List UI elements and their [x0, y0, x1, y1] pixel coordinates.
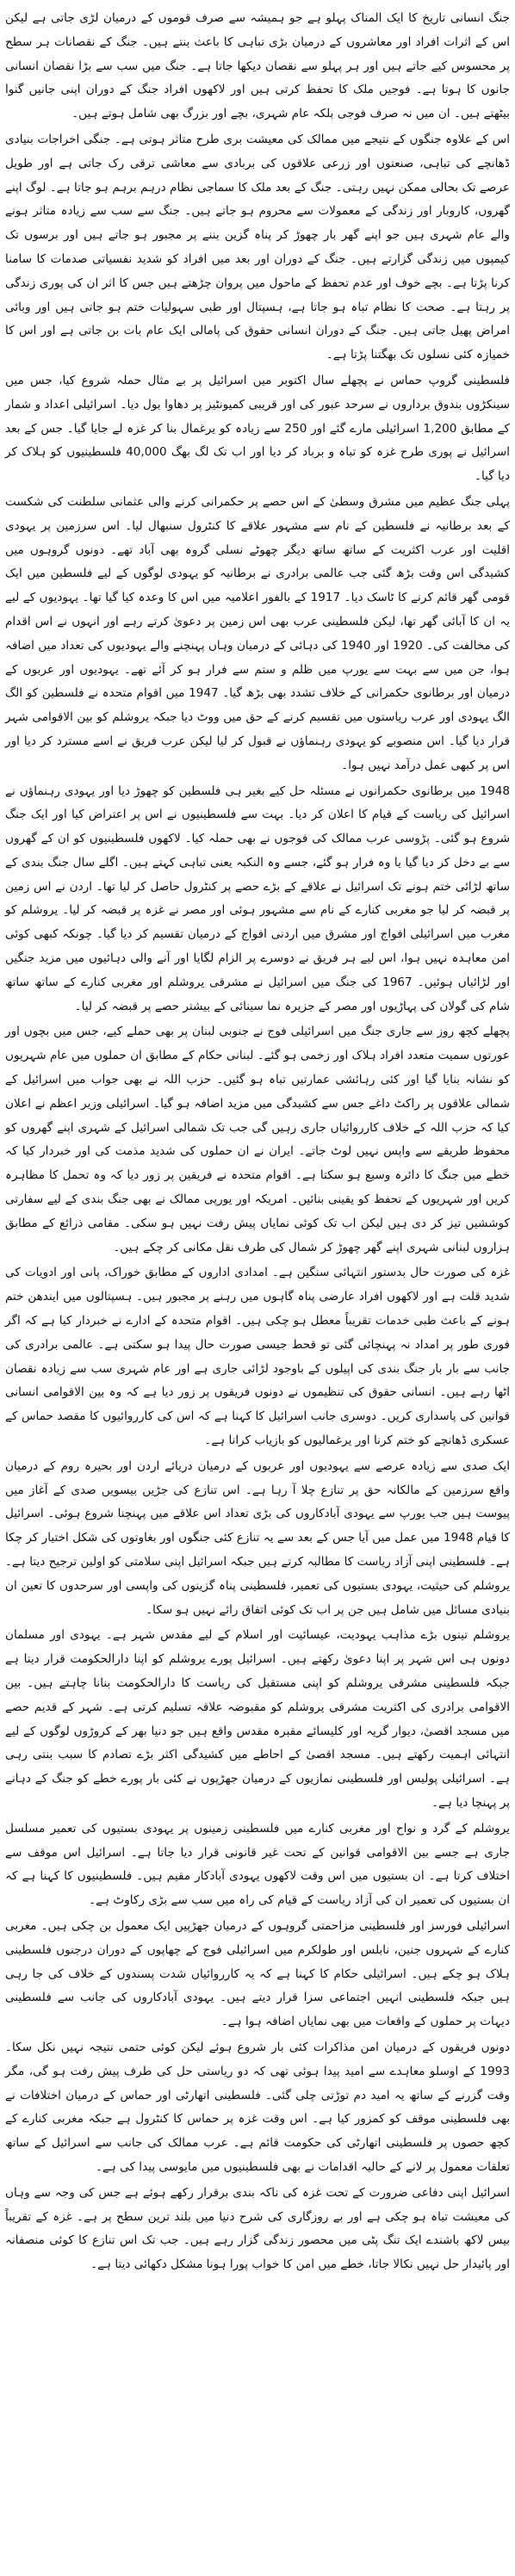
article-paragraph-2: اس کے علاوہ جنگوں کے نتیجے میں ممالک کی معیشت بری طرح متاثر ہوتی ہے۔ جنگی اخراجات بنیادی ڈھانچے کی تباہی، صنعتوں اور زرعی علاقوں کی بربادی سے معاشی ترقی رک جاتی ہے اور طویل عرصے تک بحالی ممکن نہیں رہتی۔ جنگ کے بعد ملک کا سماجی نظام درہم برہم ہو جاتا ہے۔ لوگ اپنے گھروں، کاروبار اور زندگی کے معمولات سے محروم ہو جاتے ہیں۔ جنگ سے سب سے زیادہ متاثر ہونے والے عام شہری ہیں جو اپنے گھر بار چھوڑ کر پناہ گزین بننے پر مجبور ہو جاتے ہیں اور برسوں تک کیمپوں میں زندگی گزارتے ہیں۔ جنگ کے دوران اور بعد میں افراد کو شدید نفسیاتی صدمات کا سامنا کرنا پڑتا ہے۔ بچے خوف اور عدم تحفظ کے ماحول میں پروان چڑھتے ہیں جس کا اثر ان کی پوری زندگی پر رہتا ہے۔ صحت کا نظام تباہ ہو جاتا ہے، ہسپتال اور طبی سہولیات ختم ہو جاتی ہیں اور وبائی امراض پھیل جاتی ہیں۔ جنگ کے دوران انسانی حقوق کی پامالی ایک عام بات بن جاتی ہے اور اس کا خمیازہ کئی نسلوں تک بھگتنا پڑتا ہے۔ — [5, 132, 510, 362]
article-paragraph-13: اسرائیل اپنی دفاعی ضرورت کے تحت غزہ کی ناکہ بندی برقرار رکھے ہوئے ہے جس کی وجہ سے وہاں کی معیشت تباہ ہو چکی ہے اور بے روزگاری کی شرح دنیا میں بلند ترین سطح پر ہے۔ غزہ کے تقریباً بیس لاکھ باشندے ایک تنگ پٹی میں محصور زندگی گزار رہے ہیں۔ جب تک اس تنازع کا کوئی منصفانہ اور پائیدار حل نہیں نکالا جاتا، خطے میں امن کا خواب پورا ہونا مشکل دکھائی دیتا ہے۔ — [5, 2185, 510, 2272]
article-paragraph-10: یروشلم کے گرد و نواح اور مغربی کنارے میں فلسطینی زمینوں پر یہودی بستیوں کی تعمیر مسلسل جاری ہے جسے بین الاقوامی قوانین کے تحت غیر قانونی قرار دیا جاتا ہے۔ اسرائیل اس موقف سے اختلاف کرتا ہے۔ ان بستیوں میں اس وقت لاکھوں یہودی آبادکار مقیم ہیں۔ فلسطینیوں کا کہنا ہے کہ ان بستیوں کی تعمیر ان کی آزاد ریاست کے قیام کی راہ میں سب سے بڑی رکاوٹ ہے۔ — [5, 1821, 510, 1908]
article-paragraph-7: غزہ کی صورت حال بدستور انتہائی سنگین ہے۔ امدادی اداروں کے مطابق خوراک، پانی اور ادویات کی شدید قلت ہے اور لاکھوں افراد عارضی پناہ گاہوں میں رہنے پر مجبور ہیں۔ ہسپتالوں میں ایندھن ختم ہونے کے باعث طبی خدمات تقریباً معطل ہو چکی ہیں۔ اقوام متحدہ کے ادارے نے خبردار کیا ہے کہ اگر فوری طور پر امداد نہ پہنچائی گئی تو قحط جیسی صورت حال پیدا ہو سکتی ہے۔ عالمی برادری کی جانب سے بار بار جنگ بندی کی اپیلوں کے باوجود لڑائی جاری ہے اور عام شہری سب سے زیادہ نقصان اٹھا رہے ہیں۔ انسانی حقوق کی تنظیموں نے دونوں فریقوں پر زور دیا ہے کہ وہ بین الاقوامی انسانی قوانین کی پاسداری کریں۔ دوسری جانب اسرائیل کا کہنا ہے کہ اس کی کارروائیوں کا مقصد حماس کے عسکری ڈھانچے کو ختم کرنا اور یرغمالیوں کو بازیاب کرانا ہے۔ — [5, 1266, 510, 1448]
article-paragraph-4: پہلی جنگ عظیم میں مشرق وسطیٰ کے اس حصے پر حکمرانی کرنے والی عثمانی سلطنت کی شکست کے بعد برطانیہ نے فلسطین کے نام سے مشہور علاقے کا کنٹرول سنبھال لیا۔ اس سرزمین پر یہودی اقلیت اور عرب اکثریت کے ساتھ ساتھ دیگر چھوٹے نسلی گروہ بھی آباد تھے۔ دونوں گروہوں میں کشیدگی اس وقت بڑھ گئی جب عالمی برادری نے برطانیہ کو یہودی لوگوں کے لیے فلسطین میں ایک قومی گھر قائم کرنے کا ٹاسک دیا۔ 1917 کے بالفور اعلامیہ میں اس کا وعدہ کیا گیا تھا۔ یہودیوں کے لیے یہ ان کا آبائی گھر تھا، لیکن فلسطینی عرب بھی اس زمین پر دعویٰ کرتے رہے اور انہوں نے اس اقدام کی مخالفت کی۔ 1920 اور 1940 کی دہائی کے درمیان وہاں پہنچنے والے یہودیوں کی تعداد میں اضافہ ہوا، جن میں سے بہت سے یورپ میں ظلم و ستم سے فرار ہو کر آئے تھے۔ یہودیوں اور عربوں کے درمیان اور برطانوی حکمرانی کے خلاف تشدد بھی بڑھ گیا۔ 1947 میں اقوام متحدہ نے فلسطین کو الگ الگ یہودی اور عرب ریاستوں میں تقسیم کرنے کے حق میں ووٹ دیا جبکہ یروشلم کو بین الاقوامی شہر قرار دیا گیا۔ اس منصوبے کو یہودی رہنماؤں نے قبول کر لیا لیکن عرب فریق نے اسے مسترد کر دیا اور اس پر کبھی عمل درآمد نہیں ہوا۔ — [5, 494, 510, 772]
article-paragraph-8: ایک صدی سے زیادہ عرصے سے یہودیوں اور عربوں کے درمیان دریائے اردن اور بحیرہ روم کے درمیان واقع سرزمین کے مالکانہ حق پر تنازع چلا آ رہا ہے۔ اس تنازع کی جڑیں بیسویں صدی کے آغاز میں پیوست ہیں جب یورپ سے یہودی آبادکاروں کی بڑی تعداد اس علاقے میں پہنچنا شروع ہوئی۔ اسرائیل کا قیام 1948 میں عمل میں آیا جس کے بعد سے یہ تنازع کئی جنگوں اور بغاوتوں کی شکل اختیار کر چکا ہے۔ فلسطینی اپنی آزاد ریاست کا مطالبہ کرتے ہیں جبکہ اسرائیل اپنی سلامتی کو اولین ترجیح دیتا ہے۔ یروشلم کی حیثیت، یہودی بستیوں کی تعمیر، فلسطینی پناہ گزینوں کی واپسی اور سرحدوں کا تعین ان بنیادی مسائل میں شامل ہیں جن پر اب تک کوئی اتفاق رائے نہیں ہو سکا۔ — [5, 1458, 510, 1617]
article-paragraph-3: فلسطینی گروپ حماس نے پچھلے سال اکتوبر میں اسرائیل پر بے مثال حملہ شروع کیا، جس میں سینکڑوں بندوق برداروں نے سرحد عبور کی اور قریبی کمیونٹیز پر دھاوا بول دیا۔ اسرائیلی اعداد و شمار کے مطابق 1,200 اسرائیلی مارے گئے اور 250 سے زیادہ کو یرغمال بنا کر غزہ لے جایا گیا۔ جس کے بعد اسرائیل نے پوری طرح غزہ کو تباہ و برباد کر دیا اور اب تک لگ بھگ 40,000 فلسطینیوں کو ہلاک کر دیا گیا۔ — [5, 373, 511, 484]
article-paragraph-5: 1948 میں برطانوی حکمرانوں نے مسئلہ حل کیے بغیر ہی فلسطین کو چھوڑ دیا اور یہودی رہنماؤں نے اسرائیل کی ریاست کے قیام کا اعلان کر دیا۔ بہت سے فلسطینیوں نے اس پر اعتراض کیا اور ایک جنگ شروع ہو گئی۔ پڑوسی عرب ممالک کی فوجوں نے بھی حملہ کیا۔ لاکھوں فلسطینیوں کو ان کے گھروں سے بے دخل کر دیا گیا یا وہ فرار ہو گئے، جسے وہ النکبہ یعنی تباہی کہتے ہیں۔ اگلے سال جنگ بندی کے ساتھ لڑائی ختم ہونے تک اسرائیل نے علاقے کے بڑے حصے پر کنٹرول حاصل کر لیا تھا۔ اردن نے اس زمین پر قبضہ کر لیا جو مغربی کنارے کے نام سے مشہور ہوئی اور مصر نے غزہ پر قبضہ کر لیا۔ یروشلم کو مغرب میں اسرائیلی افواج اور مشرق میں اردنی افواج کے درمیان تقسیم کر دیا گیا۔ چونکہ کبھی کوئی امن معاہدہ نہیں ہوا، اس لیے ہر فریق نے دوسرے پر الزام لگایا اور آنے والی دہائیوں میں مزید جنگیں اور لڑائیاں ہوئیں۔ 1967 کی جنگ میں اسرائیل نے مشرقی یروشلم اور مغربی کنارے کے ساتھ ساتھ شام کی گولان کی پہاڑیوں اور مصر کے جزیرہ نما سینائی کے بیشتر حصے پر قبضہ کر لیا۔ — [5, 783, 510, 1013]
article-paragraph-6: پچھلے کچھ روز سے جاری جنگ میں اسرائیلی فوج نے جنوبی لبنان پر بھی حملے کیے، جس میں بچوں اور عورتوں سمیت متعدد افراد ہلاک اور زخمی ہو گئے۔ لبنانی حکام کے مطابق ان حملوں میں عام شہریوں کو نشانہ بنایا گیا اور کئی رہائشی عمارتیں تباہ ہو گئیں۔ حزب اللہ نے بھی جواب میں اسرائیل کے شمالی علاقوں پر راکٹ داغے جس سے کشیدگی میں مزید اضافہ ہو گیا۔ اسرائیلی وزیر اعظم نے اعلان کیا کہ حزب اللہ کے خلاف کارروائیاں جاری رہیں گی جب تک شمالی اسرائیل کے شہری اپنے گھروں کو محفوظ طریقے سے واپس نہیں لوٹ جاتے۔ ایران نے ان حملوں کی شدید مذمت کی اور خبردار کیا کہ خطے میں جنگ کا دائرہ وسیع ہو سکتا ہے۔ اقوام متحدہ نے فریقین پر زور دیا کہ وہ تحمل کا مظاہرہ کریں اور شہریوں کے تحفظ کو یقینی بنائیں۔ امریکہ اور یورپی ممالک نے بھی جنگ بندی کے لیے سفارتی کوششیں تیز کر دی ہیں لیکن اب تک کوئی نمایاں پیش رفت نہیں ہو سکی۔ مقامی ذرائع کے مطابق ہزاروں لبنانی شہری اپنے گھر چھوڑ کر شمال کی طرف نقل مکانی کر چکے ہیں۔ — [5, 1025, 510, 1254]
article-paragraph-12: دونوں فریقوں کے درمیان امن مذاکرات کئی بار شروع ہوئے لیکن کوئی حتمی نتیجہ نہیں نکل سکا۔ 1993 کے اوسلو معاہدے سے امید پیدا ہوئی تھی کہ دو ریاستی حل کی طرف پیش رفت ہو گی، مگر وقت گزرنے کے ساتھ یہ امید دم توڑتی چلی گئی۔ فلسطینی اتھارٹی اور حماس کے درمیان اختلافات نے بھی فلسطینی موقف کو کمزور کیا ہے۔ اس وقت غزہ پر حماس کا کنٹرول ہے جبکہ مغربی کنارے کے کچھ حصوں پر فلسطینی اتھارٹی کی حکومت قائم ہے۔ عرب ممالک کی جانب سے اسرائیل کے ساتھ تعلقات معمول پر لانے کے حالیہ اقدامات نے بھی فلسطینیوں میں مایوسی پیدا کی ہے۔ — [5, 2040, 510, 2174]
article-paragraph-11: اسرائیلی فورسز اور فلسطینی مزاحمتی گروہوں کے درمیان جھڑپیں ایک معمول بن چکی ہیں۔ مغربی کنارے کے شہروں جنین، نابلس اور طولکرم میں اسرائیلی فوج کے چھاپوں کے دوران درجنوں فلسطینی ہلاک ہو چکے ہیں۔ اسرائیلی حکام کا کہنا ہے کہ یہ کارروائیاں شدت پسندوں کے خلاف کی جا رہی ہیں جبکہ فلسطینی انہیں اجتماعی سزا قرار دیتے ہیں۔ یہودی آبادکاروں کی جانب سے فلسطینی دیہات پر حملوں کے واقعات میں بھی نمایاں اضافہ ہوا ہے۔ — [5, 1918, 510, 2029]
article-paragraph-9: یروشلم تینوں بڑے مذاہب یہودیت، عیسائیت اور اسلام کے لیے مقدس شہر ہے۔ یہودی اور مسلمان دونوں ہی اس شہر پر اپنا دعویٰ رکھتے ہیں۔ اسرائیل پورے یروشلم کو اپنا دارالحکومت قرار دیتا ہے جبکہ فلسطینی مشرقی یروشلم کو اپنی مستقبل کی ریاست کا دارالحکومت بنانا چاہتے ہیں۔ بین الاقوامی برادری کی اکثریت مشرقی یروشلم کو مقبوضہ علاقہ تسلیم کرتی ہے۔ شہر کے قدیم حصے میں مسجد اقصیٰ، دیوار گریہ اور کلیسائے مقبرہ مقدس واقع ہیں جو دنیا بھر کے کروڑوں لوگوں کے لیے انتہائی اہمیت رکھتے ہیں۔ مسجد اقصیٰ کے احاطے میں کشیدگی اکثر بڑے تصادم کا سبب بنتی رہی ہے۔ اسرائیلی پولیس اور فلسطینی نمازیوں کے درمیان جھڑپوں نے کئی بار پورے خطے کو جنگ کے دہانے پر پہنچا دیا ہے۔ — [5, 1628, 510, 1810]
article-paragraph-1: جنگ انسانی تاریخ کا ایک المناک پہلو ہے جو ہمیشہ سے صرف قوموں کے درمیان لڑی جاتی ہے لیکن اس کے اثرات افراد اور معاشروں کے درمیان بڑی تباہی کا باعث بنتے ہیں۔ جنگ کے نقصانات ہر سطح پر محسوس کیے جاتے ہیں اور ہر پہلو سے نقصان دیکھا جاتا ہے۔ جنگ میں سب سے بڑا نقصان انسانی جانوں کا ہوتا ہے۔ فوجیں ملک کا تحفظ کرتی ہیں اور لاکھوں افراد جنگ کے دوران اپنی جانیں گنوا بیٹھتے ہیں۔ ان میں نہ صرف فوجی بلکہ عام شہری، بچے اور بزرگ بھی شامل ہوتے ہیں۔ — [5, 11, 510, 121]
